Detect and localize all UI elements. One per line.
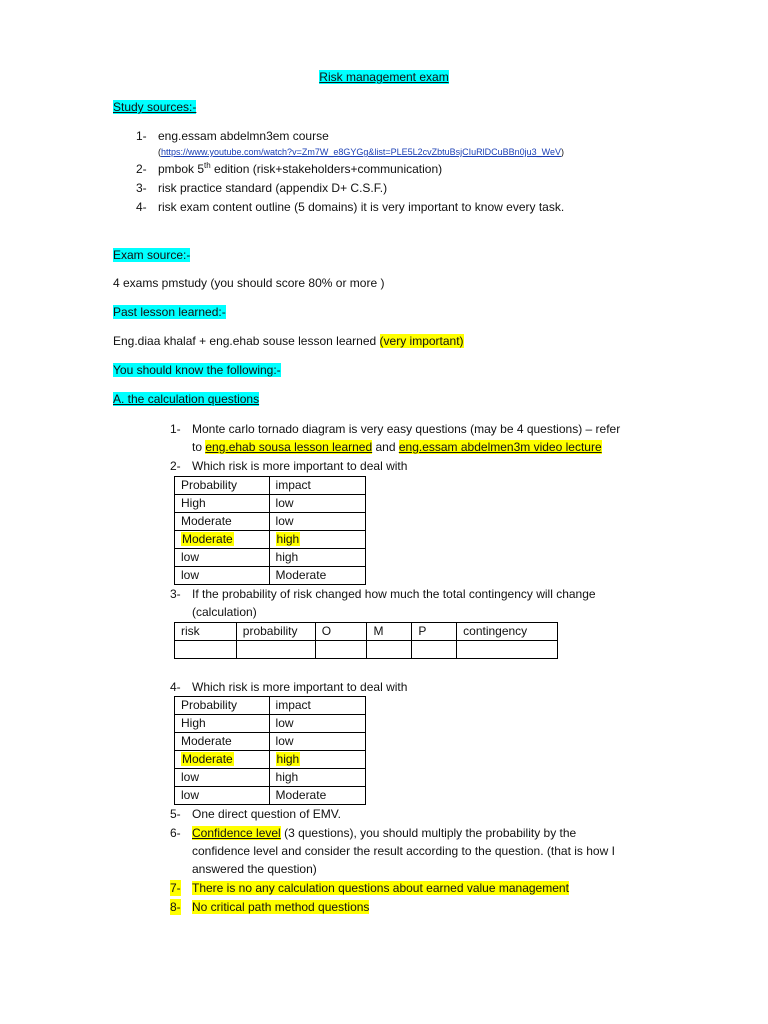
q5-num: 5-: [170, 807, 181, 821]
study-item-4: risk exam content outline (5 domains) it is very important to know every task.: [158, 200, 565, 214]
table-cell: low: [269, 715, 365, 733]
q3-num: 3-: [170, 587, 181, 601]
risk-table-1-header: [175, 477, 366, 495]
q1-line2: to eng.ehab sousa lesson learned and eng.essam abdelmen3m video lecture: [192, 440, 602, 454]
table-cell: high: [269, 751, 365, 769]
q2-num: 2-: [170, 459, 181, 473]
contingency-table: [174, 622, 558, 659]
header-cell: risk: [175, 623, 237, 641]
table-cell: High: [175, 715, 270, 733]
document-title: [0, 70, 768, 84]
past-lessons-heading: Past lesson learned:-: [113, 305, 226, 319]
q4-num: 4-: [170, 680, 181, 694]
risk-table-1: [174, 476, 366, 585]
q1-num: 1-: [170, 422, 181, 436]
q8-text: No critical path method questions: [192, 900, 370, 914]
table-row: [175, 787, 366, 805]
table-cell: [236, 641, 315, 659]
study-item-1-num: 1-: [136, 129, 147, 143]
table-row: [175, 733, 366, 751]
q6-num: 6-: [170, 826, 181, 840]
table-row: [175, 513, 366, 531]
table-cell: low: [269, 513, 365, 531]
table-cell: high: [269, 769, 365, 787]
q4-text: Which risk is more important to deal with: [192, 680, 408, 694]
q7-text: There is no any calculation questions about earned value management: [192, 881, 569, 895]
table-cell: low: [175, 769, 270, 787]
table-row: [175, 495, 366, 513]
table-cell: Moderate: [175, 751, 270, 769]
know-following-heading: You should know the following:-: [113, 363, 281, 377]
header-cell: probability: [236, 623, 315, 641]
header-cell: O: [315, 623, 367, 641]
table-row: [175, 549, 366, 567]
youtube-link-line: (https://www.youtube.com/watch?v=Zm7W_e8GYGg&list=PLE5L2cvZbtuBsjCIuRlDCuBBn0ju3_WeV): [158, 147, 565, 157]
header-cell: contingency: [457, 623, 558, 641]
q3-line2: (calculation): [192, 605, 257, 619]
table-cell: Moderate: [175, 513, 270, 531]
table-row: [175, 531, 366, 549]
q1-line1: Monte carlo tornado diagram is very easy questions (may be 4 questions) – refer: [192, 422, 621, 436]
table-cell: Moderate: [175, 531, 270, 549]
study-item-2-num: 2-: [136, 162, 147, 176]
exam-source-heading: Exam source:-: [113, 248, 191, 262]
header-cell: P: [412, 623, 457, 641]
q7-num: 7-: [170, 881, 181, 895]
table-cell: [457, 641, 558, 659]
table-cell: low: [175, 787, 270, 805]
q6-line3: answered the question): [192, 862, 317, 876]
q8-num: 8-: [170, 900, 181, 914]
table-cell: [367, 641, 412, 659]
table-cell: [315, 641, 367, 659]
table-row: [175, 751, 366, 769]
contingency-table-header: [175, 623, 558, 641]
table-cell: low: [269, 495, 365, 513]
table-row: [175, 641, 558, 659]
table-cell: high: [269, 549, 365, 567]
table-row: [175, 567, 366, 585]
table-row: [175, 769, 366, 787]
q6-line2: confidence level and consider the result according to the question. (that is how I: [192, 844, 615, 858]
table-cell: high: [269, 531, 365, 549]
table-cell: High: [175, 495, 270, 513]
header-cell: M: [367, 623, 412, 641]
table-cell: low: [175, 567, 270, 585]
table-cell: low: [175, 549, 270, 567]
risk-table-2: [174, 696, 366, 805]
exam-source-text: 4 exams pmstudy (you should score 80% or more ): [113, 276, 385, 290]
title-text: Risk management exam: [319, 70, 449, 84]
header-cell: impact: [269, 477, 365, 495]
study-item-4-num: 4-: [136, 200, 147, 214]
youtube-link[interactable]: https://www.youtube.com/watch?v=Zm7W_e8GYGg&list=PLE5L2cvZbtuBsjCIuRlDCuBBn0ju3_WeV: [161, 147, 562, 157]
table-cell: Moderate: [269, 787, 365, 805]
study-item-3: risk practice standard (appendix D+ C.S.F.): [158, 181, 388, 195]
header-cell: impact: [269, 697, 365, 715]
study-sources-heading: Study sources:-: [113, 100, 197, 114]
calc-heading: A. the calculation questions: [113, 392, 260, 406]
header-cell: Probability: [175, 697, 270, 715]
table-cell: [175, 641, 237, 659]
q5-text: One direct question of EMV.: [192, 807, 341, 821]
study-item-3-num: 3-: [136, 181, 147, 195]
table-row: [175, 715, 366, 733]
q2-text: Which risk is more important to deal with: [192, 459, 408, 473]
table-cell: Moderate: [175, 733, 270, 751]
study-item-1: eng.essam abdelmn3em course: [158, 129, 329, 143]
past-lessons-text: Eng.diaa khalaf + eng.ehab souse lesson learned (very important): [113, 334, 464, 348]
risk-table-2-header: [175, 697, 366, 715]
q3-line1: If the probability of risk changed how much the total contingency will change: [192, 587, 596, 601]
header-cell: Probability: [175, 477, 270, 495]
table-cell: Moderate: [269, 567, 365, 585]
q6-line1: Confidence level (3 questions), you should multiply the probability by the: [192, 826, 577, 840]
study-item-2: pmbok 5th edition (risk+stakeholders+communication): [158, 161, 443, 176]
table-cell: low: [269, 733, 365, 751]
table-cell: [412, 641, 457, 659]
